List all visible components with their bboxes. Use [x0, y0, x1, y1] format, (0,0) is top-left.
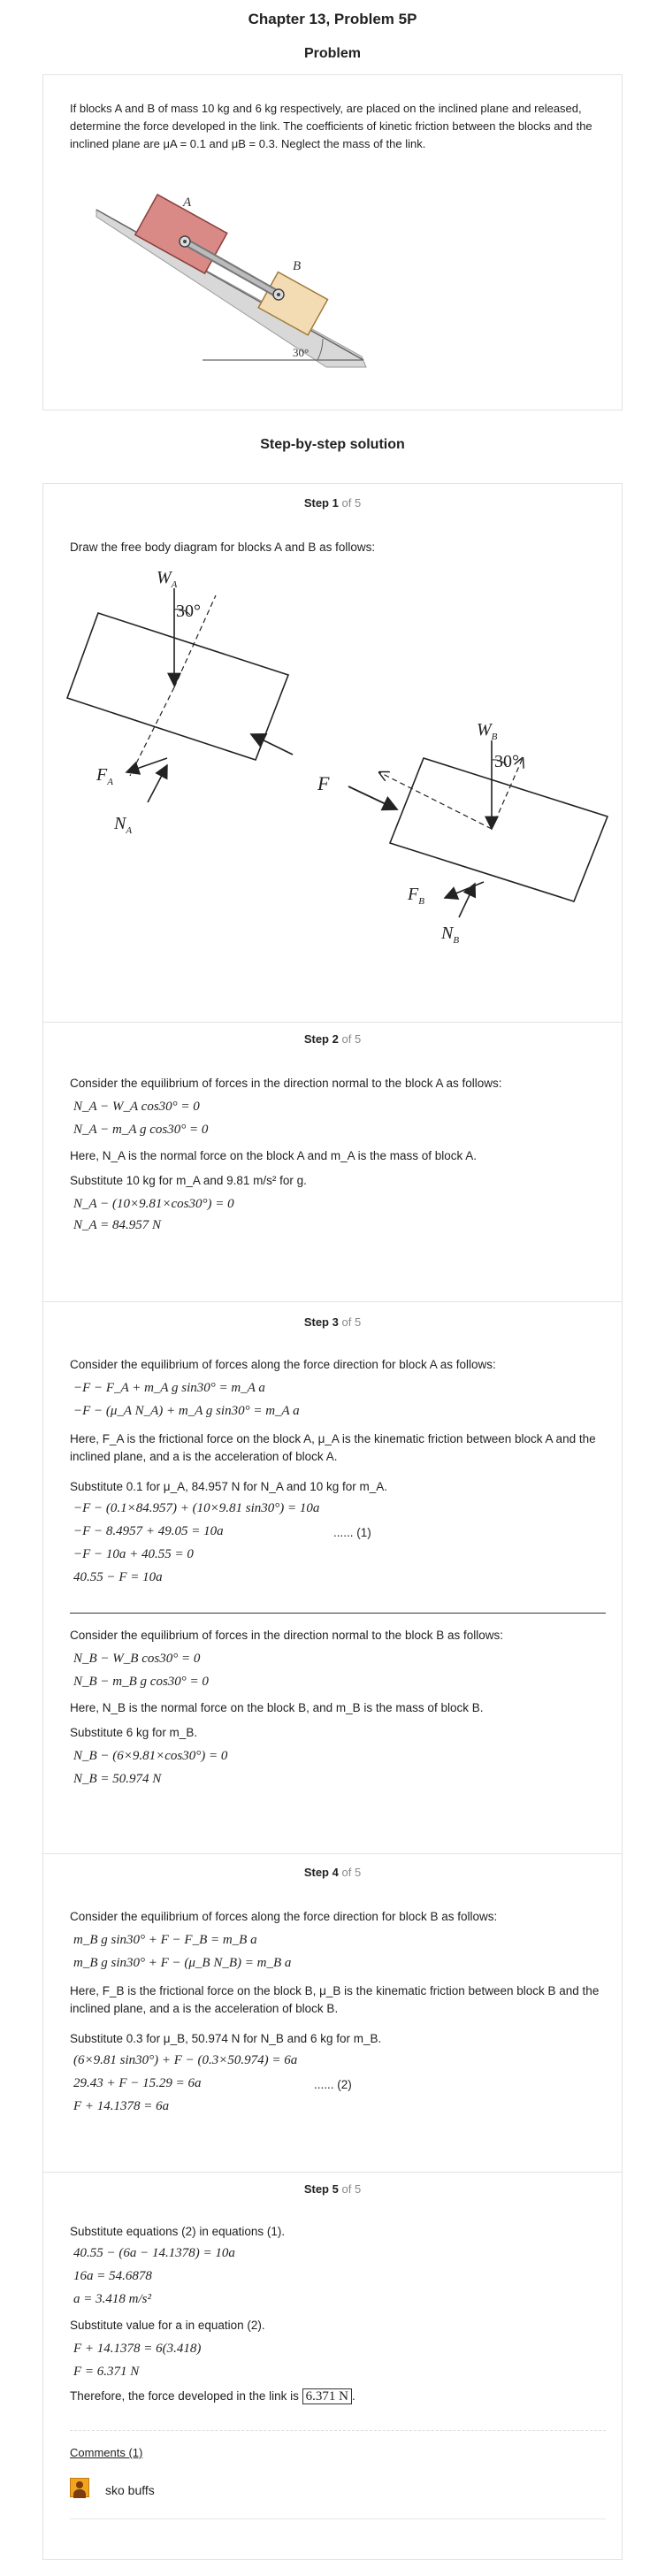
step-5-final: Therefore, the force developed in the link is 6.371 N . [70, 2389, 355, 2404]
final-answer: 6.371 N [302, 2388, 352, 2404]
step-4-eqno: ...... (2) [314, 2078, 352, 2091]
step-3-intro2: Consider the equilibrium of forces in the direction normal to the block B as follows: [70, 1629, 503, 1642]
step-3-eq4: −F − 8.4957 + 49.05 = 10a [73, 1524, 224, 1538]
fbd-fb-sub: B [418, 896, 424, 907]
svg-text:NB [440, 924, 459, 946]
step-5-subst: Substitute value for a in equation (2). [70, 2319, 265, 2332]
page-title: Chapter 13, Problem 5P [248, 11, 417, 27]
step-3-eq6: 40.55 − F = 10a [73, 1570, 163, 1584]
svg-text:FA [96, 765, 113, 787]
fbd-wb-sub: B [491, 732, 498, 742]
comments-link[interactable]: Comments (1) [70, 2446, 143, 2459]
user-avatar [70, 2478, 89, 2497]
fbd-fb: F [408, 885, 419, 904]
step-4-eq3: (6×9.81 sin30°) + F − (0.3×50.974) = 6a [73, 2053, 298, 2067]
step-4-here: Here, F_B is the frictional force on the block B, μ_B is the kinematic friction between block B and the inclined plane, and a is the acceleration of block B. [70, 1984, 600, 2015]
step-3-eq7: N_B − W_B cos30° = 0 [73, 1652, 201, 1666]
step-3-eq8: N_B − m_B g cos30° = 0 [73, 1675, 209, 1689]
fig-label-b: B [293, 259, 302, 273]
step-3-eq10: N_B = 50.974 N [73, 1772, 162, 1786]
fbd-na: N [114, 814, 126, 833]
free-body-diagram [61, 564, 609, 946]
step-2-eq2: N_A − m_A g cos30° = 0 [73, 1123, 209, 1137]
step-1-header: Step 1 of 5 [303, 496, 362, 510]
step-3-here: Here, F_A is the frictional force on the block A, μ_A is the kinematic friction between block A and the inclined plane, and a is the acceleration of block A. [70, 1432, 596, 1463]
step-4-eq5: F + 14.1378 = 6a [73, 2099, 170, 2113]
step-2-intro: Consider the equilibrium of forces in the direction normal to the block A as follows: [70, 1077, 502, 1090]
step-5-eq1: 40.55 − (6a − 14.1378) = 10a [73, 2246, 235, 2260]
step-2-eq4: N_A = 84.957 N [73, 1218, 162, 1232]
step-5-eq2: 16a = 54.6878 [73, 2269, 152, 2283]
problem-text: If blocks A and B of mass 10 kg and 6 kg respectively, are placed on the inclined plane and released, determine the force developed in the link. The coefficients of kinetic friction between the blocks and the inclined plane are μA = 0.1 and μB = 0.3. Neglect the mass of the link. [70, 102, 592, 150]
svg-text:NA [113, 814, 132, 836]
problem-box [42, 74, 623, 410]
solution-heading: Step-by-step solution [260, 437, 405, 452]
step-5-eq4: F + 14.1378 = 6(3.418) [73, 2342, 202, 2356]
step-2-here: Here, N_A is the normal force on the block A and m_A is the mass of block A. [70, 1149, 477, 1162]
step-5-intro: Substitute equations (2) in equations (1). [70, 2225, 286, 2238]
final-text: Therefore, the force developed in the link is [70, 2389, 299, 2403]
fig-label-a: A [183, 196, 192, 210]
step-2-subst: Substitute 10 kg for m_A and 9.81 m/s² for g. [70, 1174, 307, 1187]
problem-figure [96, 190, 379, 376]
fbd-nb: N [441, 924, 454, 943]
step-3-subst: Substitute 0.1 for μ_A, 84.957 N for N_A and 10 kg for m_A. [70, 1480, 387, 1493]
fbd-fa-sub: A [107, 777, 113, 787]
comments-divider [70, 2430, 606, 2431]
step-3-eq2: −F − (μ_A N_A) + m_A g sin30° = m_A a [73, 1404, 300, 1418]
step-5-eq3: a = 3.418 m/s² [73, 2292, 151, 2306]
svg-text:FB [407, 885, 424, 907]
step-3-eq5: −F − 10a + 40.55 = 0 [73, 1547, 194, 1561]
step-3-eqno: ...... (1) [333, 1526, 371, 1539]
step-3-eq3: −F − (0.1×84.957) + (10×9.81 sin30°) = 10a [73, 1501, 320, 1515]
step-5-eq5: F = 6.371 N [73, 2365, 140, 2379]
fbd-nb-sub: B [453, 935, 460, 946]
fbd-wa: W [157, 568, 172, 587]
step-5-header: Step 5 of 5 [303, 2182, 362, 2196]
fbd-wb: W [477, 720, 492, 740]
step-3-header: Step 3 of 5 [303, 1315, 362, 1329]
fbd-na-sub: A [126, 825, 133, 836]
svg-text:WA [157, 568, 178, 590]
step-3-subst2: Substitute 6 kg for m_B. [70, 1726, 198, 1739]
fig-angle-label: 30° [293, 346, 310, 359]
step-3-eq9: N_B − (6×9.81×cos30°) = 0 [73, 1749, 228, 1763]
fbd-f: F [317, 772, 330, 794]
fbd-angle-a: 30° [176, 602, 201, 621]
step-1-text: Draw the free body diagram for blocks A and B as follows: [70, 540, 376, 554]
step-4-subst: Substitute 0.3 for μ_B, 50.974 N for N_B and 6 kg for m_B. [70, 2032, 382, 2045]
step-3-here2: Here, N_B is the normal force on the block B, and m_B is the mass of block B. [70, 1701, 484, 1714]
comment-user: sko buffs [105, 2483, 155, 2497]
step-3-divider [70, 1613, 606, 1614]
fbd-wa-sub: A [171, 579, 178, 590]
comments-bottom-divider [70, 2518, 606, 2519]
svg-text:WB [477, 720, 498, 742]
step-4-eq4: 29.43 + F − 15.29 = 6a [73, 2076, 202, 2090]
fbd-angle-b: 30° [494, 752, 519, 771]
step-4-eq2: m_B g sin30° + F − (μ_B N_B) = m_B a [73, 1956, 292, 1970]
solution-box [42, 483, 623, 2560]
step-4-eq1: m_B g sin30° + F − F_B = m_B a [73, 1933, 257, 1947]
step-2-eq1: N_A − W_A cos30° = 0 [73, 1100, 200, 1114]
fbd-fa: F [96, 765, 108, 785]
step-4-header: Step 4 of 5 [303, 1866, 362, 1879]
step-3-intro: Consider the equilibrium of forces along the force direction for block A as follows: [70, 1358, 496, 1371]
problem-heading: Problem [303, 46, 361, 61]
step-2-header: Step 2 of 5 [303, 1032, 362, 1046]
step-3-eq1: −F − F_A + m_A g sin30° = m_A a [73, 1381, 265, 1395]
step-4-intro: Consider the equilibrium of forces along the force direction for block B as follows: [70, 1910, 498, 1923]
step-2-eq3: N_A − (10×9.81×cos30°) = 0 [73, 1197, 234, 1211]
